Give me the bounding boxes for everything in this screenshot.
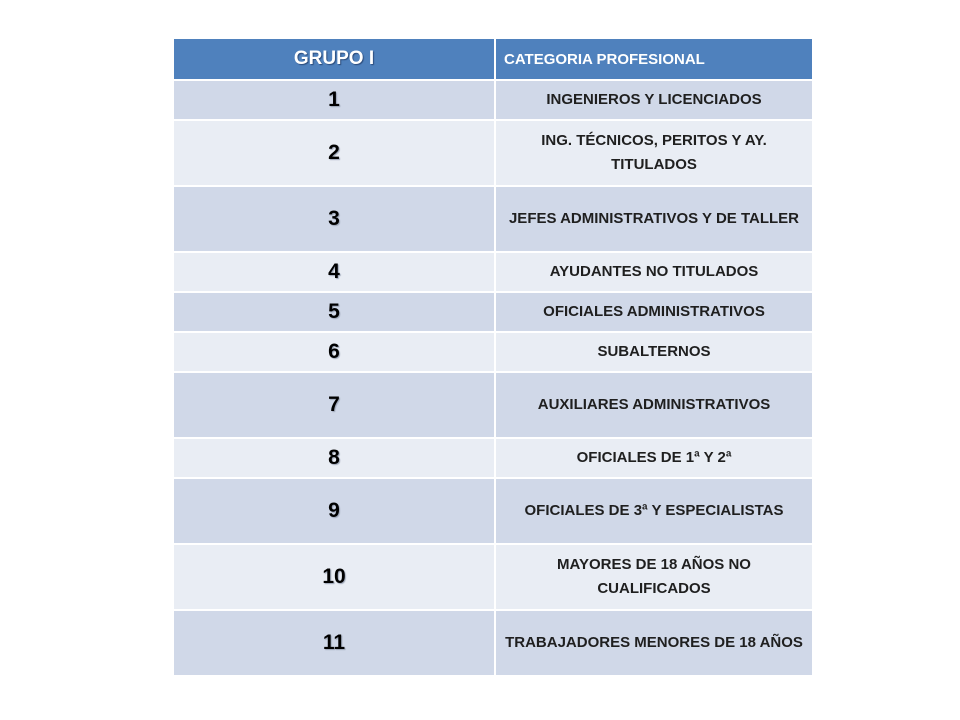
group-header: GRUPO I [173,38,495,80]
table-row [173,292,813,332]
table-row [173,478,813,544]
table-row [173,438,813,478]
category-number: 3 [173,186,495,252]
category-name: OFICIALES ADMINISTRATIVOS [495,292,813,332]
category-number: 10 [173,544,495,610]
category-name: MAYORES DE 18 AÑOS NO CUALIFICADOS [495,544,813,610]
category-name: AUXILIARES ADMINISTRATIVOS [495,372,813,438]
category-name: OFICIALES DE 3ª Y ESPECIALISTAS [495,478,813,544]
category-name: JEFES ADMINISTRATIVOS Y DE TALLER [495,186,813,252]
table-row [173,186,813,252]
category-number: 6 [173,332,495,372]
table-row [173,80,813,120]
table-row [173,120,813,186]
table-row [173,544,813,610]
category-number: 7 [173,372,495,438]
category-name: INGENIEROS Y LICENCIADOS [495,80,813,120]
category-number: 4 [173,252,495,292]
category-number: 11 [173,610,495,676]
category-name: ING. TÉCNICOS, PERITOS Y AY. TITULADOS [495,120,813,186]
table-row [173,252,813,292]
category-name: AYUDANTES NO TITULADOS [495,252,813,292]
category-name: TRABAJADORES MENORES DE 18 AÑOS [495,610,813,676]
category-table [172,37,814,677]
table-row [173,610,813,676]
category-number: 1 [173,80,495,120]
table-row [173,372,813,438]
category-number: 8 [173,438,495,478]
category-header: CATEGORIA PROFESIONAL [495,38,813,80]
category-name: SUBALTERNOS [495,332,813,372]
category-number: 9 [173,478,495,544]
table-header-row [173,38,813,80]
category-number: 5 [173,292,495,332]
category-number: 2 [173,120,495,186]
table-row [173,332,813,372]
category-name: OFICIALES DE 1ª Y 2ª [495,438,813,478]
